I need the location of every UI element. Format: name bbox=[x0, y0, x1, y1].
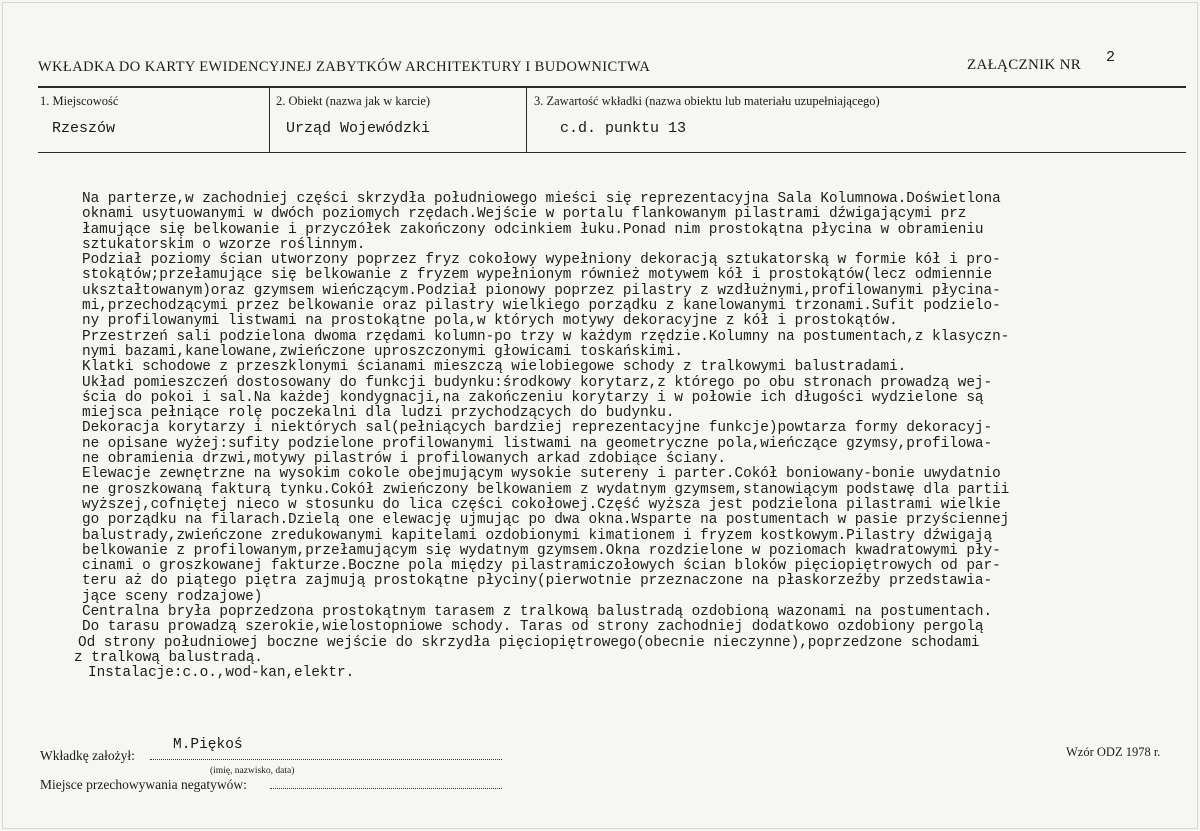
description-line: go porządku na filarach.Dzielą one elewację ujmując po dwa okna.Wsparte na postumentach w pasie przyściennej bbox=[82, 512, 1010, 529]
description-line: miejsca pełniące rolę poczekalni dla ludzi przychodzących do budynku. bbox=[82, 405, 675, 422]
description-line: Od strony południowej boczne wejście do skrzydła pięciopiętrowego(obecnie nieczynne),poprzedzone schodami bbox=[78, 634, 980, 651]
description-line: teru aż do piątego piętra zajmują prostokątne płyciny(pierwotnie przeznaczone na płaskorzeźby przedstawia- bbox=[82, 573, 993, 590]
negatives-dotted-line bbox=[270, 788, 502, 789]
author-label: Wkładkę założył: bbox=[40, 748, 135, 763]
description-line: cinami o groszkowanej fakturze.Boczne pola między pilastramiczołowych ścian bloków pięciopiętrowych od par- bbox=[82, 558, 1001, 575]
description-line: łamujące się belkowanie i przyczółek zakończony odcinkiem łuku.Ponad nim prostokątna płycina w obramieniu bbox=[82, 221, 984, 238]
description-line: mi,przechodzącymi przez belkowanie oraz pilastry wielkiego porządku z kanelowanymi trzonami.Sufit podzielo- bbox=[82, 298, 1001, 315]
object-label: 2. Obiekt (nazwa jak w karcie) bbox=[276, 94, 431, 108]
description-line: oknami usytuowanymi w dwóch poziomych rzędach.Wejście w portalu flankowanym pilastrami dźwigającymi prz bbox=[82, 206, 967, 223]
content-label: 3. Zawartość wkładki (nazwa obiektu lub materiału uzupełniającego) bbox=[534, 94, 880, 108]
description-line: ny profilowanymi listwami na prostokątne pola,w których motywy dekoracyjne z kół i prostokątów. bbox=[82, 313, 898, 330]
description-line: ne groszkowaną fakturą tynku.Cokół zwieńczony belkowaniem z wydatnym gzymsem,stanowiącym podstawę dla partii bbox=[82, 481, 1010, 498]
description-line: wyższej,cofniętej nieco w stosunku do lica części cokołowej.Część wyższa jest podzielona pilastrami wielkie bbox=[82, 496, 1001, 513]
author-hint: (imię, nazwisko, data) bbox=[210, 766, 295, 776]
description-line: Instalacje:c.o.,wod-kan,elektr. bbox=[88, 665, 355, 682]
header-rule bbox=[38, 86, 1186, 88]
description-line: Układ pomieszczeń dostosowany do funkcji budynku:środkowy korytarz,z którego po obu stronach prowadzą wej- bbox=[82, 374, 993, 391]
description-text bbox=[74, 191, 1182, 682]
attachment-number: 2 bbox=[1106, 49, 1116, 66]
form-title: WKŁADKA DO KARTY EWIDENCYJNEJ ZABYTKÓW ARCHITEKTURY I BUDOWNICTWA bbox=[38, 59, 651, 75]
description-line: Dekoracja korytarzy i niektórych sal(pełniących bardziej reprezentacyjne funkcje)powtarza formy dekoracyj- bbox=[82, 420, 993, 437]
field-divider bbox=[526, 88, 527, 152]
description-line: Centralna bryła poprzedzona prostokątnym tarasem z tralkową balustradą ozdobioną wazonami na postumentach. bbox=[82, 604, 993, 621]
description-line: Do tarasu prowadzą szerokie,wielostopniowe schody. Taras od strony zachodniej dodatkowo ozdobiony pergolą bbox=[82, 619, 984, 636]
description-line: jące sceny rodzajowe) bbox=[82, 588, 263, 605]
negatives-label: Miejsce przechowywania negatywów: bbox=[40, 777, 247, 792]
locality-value: Rzeszów bbox=[52, 120, 116, 137]
description-line: ukształtowanym)oraz gzymsem wieńczącym.Podział pionowy poprzez pilastry z wzdłużnymi,profilowanymi płycina- bbox=[82, 282, 1001, 299]
description-line: belkowanie z profilowanym,przełamującym się wydatnym gzymsem.Okna rozdzielone w poziomach kwadratowymi pły- bbox=[82, 542, 1001, 559]
form-model: Wzór ODZ 1978 r. bbox=[1066, 745, 1161, 759]
field-divider bbox=[269, 88, 270, 152]
locality-label: 1. Miejscowość bbox=[40, 94, 119, 108]
attachment-label: ZAŁĄCZNIK NR bbox=[967, 57, 1082, 73]
description-line: nymi bazami,kanelowane,zwieńczone uproszczonymi głowicami toskańskimi. bbox=[82, 343, 684, 360]
description-line: ścia do pokoi i sal.Na każdej kondygnacji,na zakończeniu korytarzy i w połowie ich długości wydzielone są bbox=[82, 389, 984, 406]
author-value: M.Piękoś bbox=[173, 737, 243, 753]
description-line: stokątów;przełamujące się belkowanie z fryzem wypełnionym również motywem kół i prostokątów(lecz odmiennie bbox=[82, 267, 993, 284]
description-line: ne obramienia drzwi,motywy pilastrów i profilowanych arkad zdobiące ściany. bbox=[82, 451, 726, 468]
description-line: Elewacje zewnętrzne na wysokim cokole obejmującym wysokie sutereny i parter.Cokół boniowany-bonie uwydatnio bbox=[82, 466, 1001, 483]
description-line: Na parterze,w zachodniej części skrzydła południowego mieści się reprezentacyjna Sala Kolumnowa.Doświetlona bbox=[82, 191, 1001, 207]
fields-rule bbox=[38, 152, 1186, 153]
description-line: sztukatorskim o wzorze roślinnym. bbox=[82, 236, 366, 253]
description-line: z tralkową balustradą. bbox=[74, 649, 263, 666]
description-line: ne opisane wyżej:sufity podzielone profilowanymi listwami na geometryczne pola,wieńczące gzymsy,profilowa- bbox=[82, 435, 993, 452]
description-line: Klatki schodowe z przeszklonymi ścianami mieszczą wielobiegowe schody z tralkowymi balustradami. bbox=[82, 359, 907, 376]
object-value: Urząd Wojewódzki bbox=[286, 120, 431, 137]
content-value: c.d. punktu 13 bbox=[560, 120, 687, 137]
author-dotted-line bbox=[150, 759, 502, 760]
description-line: balustrady,zwieńczone zredukowanymi kapitelami ozdobionymi kimationem i fryzem kostkowym.Pilastry dźwigają bbox=[82, 527, 993, 544]
description-line: Przestrzeń sali podzielona dwoma rzędami kolumn-po trzy w każdym rzędzie.Kolumny na postumentach,z klasyczn- bbox=[82, 328, 1010, 345]
description-line: Podział poziomy ścian utworzony poprzez fryz cokołowy wypełniony dekoracją sztukatorską w formie kół i pro- bbox=[82, 252, 1001, 269]
